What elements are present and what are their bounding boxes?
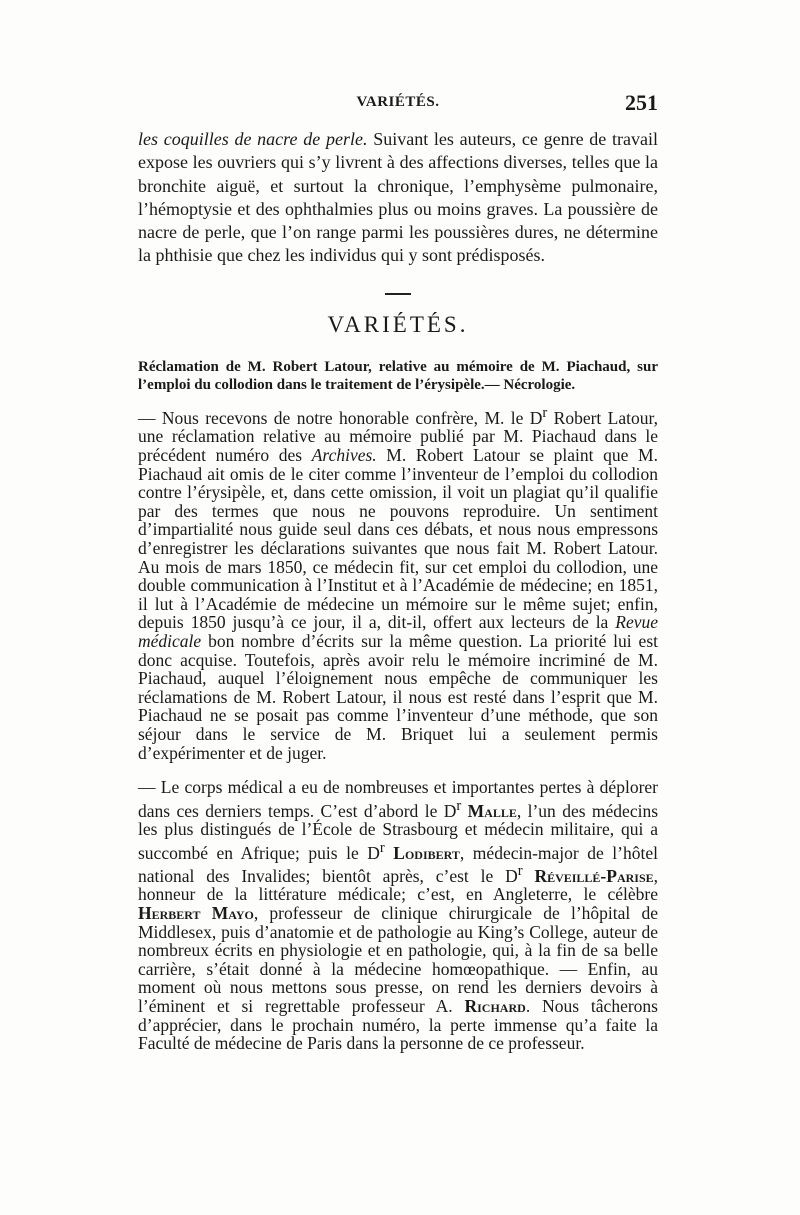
person-name: Herbert Mayo: [138, 903, 254, 924]
journal-title: Archives.: [311, 445, 377, 466]
text-run: , honneur de la littérature médicale; c’est, en Angleterre, le célèbre: [138, 865, 659, 905]
section-summary: Réclamation de M. Robert Latour, relative au mémoire de M. Piachaud, sur l’emploi du collodion dans le traitement de l’érysipèle.— Nécrologie.: [138, 359, 658, 393]
page-number: 251: [625, 90, 658, 115]
person-name: Lodibert: [393, 842, 460, 863]
paragraph-necrologie: [138, 778, 658, 1053]
text-run: bon nombre d’écrits sur la même question. La priorité lui est donc acquise. Toutefois, après avoir relu le mémoire incriminé de M. Piachaud, auquel l’éloignement nous empêche de communiquer les réclamations de M. Robert Latour, il nous est resté dans l’esprit que M. Piachaud ne se posait pas comme l’inventeur d’une méthode, que son séjour dans le service de M. Briquet lui a seulement permis d’expérimenter et de juger.: [138, 630, 658, 763]
person-name: Richard: [464, 996, 526, 1017]
journal-title: Revue médicale: [138, 612, 658, 651]
paragraph-text: Suivant les auteurs, ce genre de travail expose les ouvriers qui s’y livrent à des affections diverses, telles que la bronchite aiguë, et surtout la chronique, l’emphysème pulmonaire, l’hémoptysie et des ophthalmies plus ou moins graves. La poussière de nacre de perle, que l’on range parmi les poussières dures, ne détermine la phthisie que chez les individus qui y sont prédisposés.: [138, 129, 658, 266]
text-run: . Nous tâcherons d’apprécier, dans le prochain numéro, la perte immense qu’a faite la Faculté de médecine de Paris dans la personne de ce professeur.: [138, 996, 658, 1054]
superscript: r: [517, 863, 523, 880]
text-run: , professeur de clinique chirurgicale de l’hôpital de Middlesex, puis d’anatomie et de pathologie au King’s College, auteur de nombreux écrits en physiologie et en pathologie, qui, à la fin de sa belle carrière, s’était donné à la médecine homœopathique. — Enfin, au moment où nous mettons sous presse, on rend les derniers devoirs à l’éminent et si regrettable professeur A.: [138, 903, 658, 1017]
running-head: [138, 90, 658, 124]
superscript: r: [542, 405, 548, 421]
paragraph-reclamation: [138, 404, 658, 762]
person-name: Réveillé-Parise: [534, 865, 654, 886]
text-run: — Nous recevons de notre honorable confrère, M. le D: [138, 407, 543, 428]
text-run: , l’un des médecins les plus distingués de l’École de Strasbourg et médecin militaire, qui a succombé en Afrique; puis le D: [138, 800, 659, 863]
section-title: VARIÉTÉS.: [327, 312, 469, 337]
text-run: M. Robert Latour se plaint que M. Piachaud ait omis de le citer comme l’inventeur de l’emploi du collodion contre l’érysipèle, et, dans cette omission, il voit un plagiat qu’il qualifie par des termes que nous ne pouvons reproduire. Un sentiment d’impartialité nous guide seul dans ces débats, et nous nous empressons d’enregistrer les déclarations suivantes que nous fait M. Robert Latour. Au mois de mars 1850, ce médecin fit, sur cet emploi du collodion, une double communication à l’Institut et à l’Académie de médecine; en 1851, il lut à l’Académie de médecine un mémoire sur le même sujet; enfin, depuis 1850 jusqu’à ce jour, il a, dit-il, offert aux lecteurs de la: [138, 445, 658, 633]
text-run: — Le corps médical a eu de nombreuses et importantes pertes à déplorer dans ces derniers temps. C’est d’abord le D: [138, 777, 658, 821]
running-head-title: VARIÉTÉS.: [356, 94, 440, 110]
person-name: Malle: [467, 800, 517, 821]
text-run: , médecin-major de l’hôtel national des Invalides; bientôt après, c’est le D: [138, 842, 658, 886]
paragraph-nacre: [138, 128, 658, 268]
separator-rule: [385, 293, 411, 295]
superscript: r: [379, 839, 385, 856]
text-run: Robert Latour, une réclamation relative au mémoire publié par M. Piachaud dans le précédent numéro des: [138, 407, 659, 466]
italic-lead: les coquilles de nacre de perle.: [138, 129, 368, 149]
superscript: r: [456, 797, 462, 814]
